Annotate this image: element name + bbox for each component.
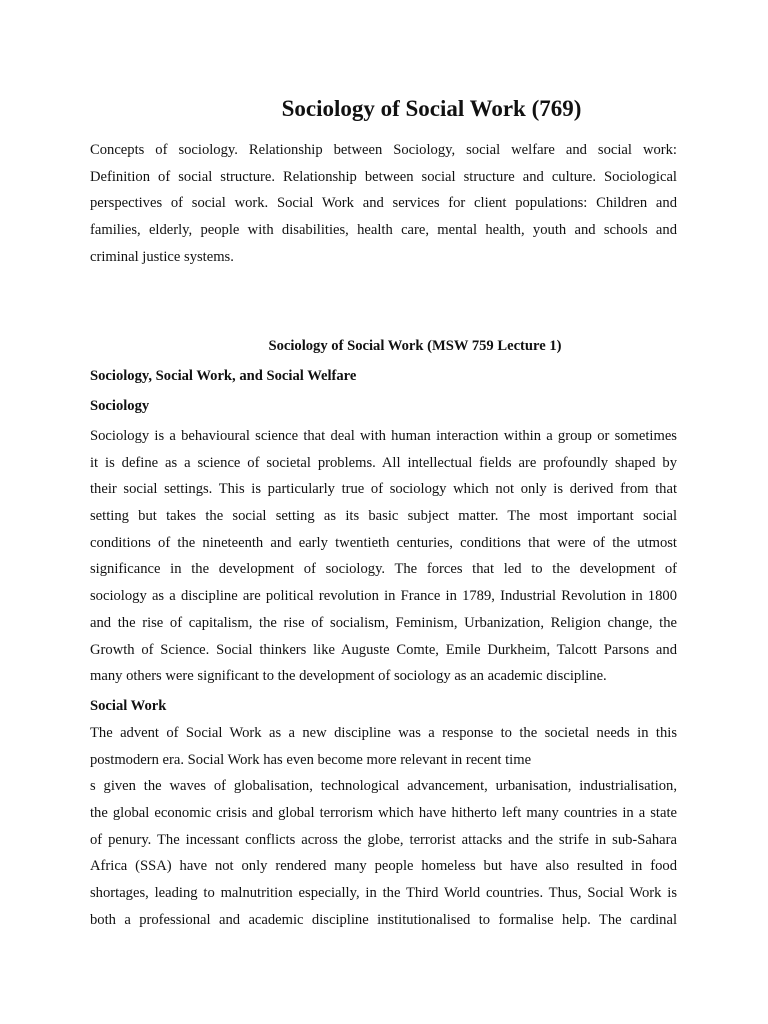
social-work-line: The advent of Social Work as a new discipline was a response to the societal needs in this bbox=[90, 725, 677, 741]
social-work-line: the global economic crisis and global terrorism which have hitherto left many countries in a state bbox=[90, 805, 677, 822]
document-title: Sociology of Social Work (769) bbox=[281, 96, 582, 121]
sociology-heading: Sociology bbox=[90, 398, 150, 414]
sociology-line: many others were significant to the development of sociology as an academic discipline. bbox=[90, 668, 607, 685]
social-work-line: both a professional and academic discipline institutionalised to formalise help. The cardinal bbox=[90, 911, 677, 928]
section-heading: Sociology, Social Work, and Social Welfare bbox=[90, 368, 357, 384]
sociology-line: significance in the development of sociology. The forces that led to the development of bbox=[90, 561, 677, 578]
social-work-line: postmodern era. Social Work has even become more relevant in recent time bbox=[90, 751, 532, 768]
social-work-paragraph bbox=[90, 720, 677, 934]
intro-line: Definition of social structure. Relationship between social structure and culture. Sociological bbox=[90, 168, 677, 185]
sociology-line: sociology as a discipline are political revolution in France in 1789, Industrial Revolution in 1800 bbox=[90, 588, 677, 605]
sociology-line: conditions of the nineteenth and early twentieth centuries, conditions that were of the utmost bbox=[90, 534, 677, 551]
sociology-line: it is define as a science of societal problems. All intellectual fields are profoundly shaped by bbox=[90, 454, 677, 471]
sociology-line: setting but takes the social setting as its basic subject matter. The most important social bbox=[90, 508, 677, 525]
intro-paragraph bbox=[90, 137, 677, 270]
social-work-line: Africa (SSA) have not only rendered many people homeless but have also resulted in food bbox=[90, 858, 677, 875]
sociology-line: their social settings. This is particularly true of sociology which not only is derived from that bbox=[90, 481, 677, 498]
sociology-paragraph bbox=[90, 423, 677, 690]
social-work-heading: Social Work bbox=[90, 698, 167, 714]
sociology-line: and the rise of capitalism, the rise of socialism, Feminism, Urbanization, Religion change, the bbox=[90, 614, 677, 631]
social-work-line: shortages, leading to malnutrition especially, in the Third World countries. Thus, Social Work is bbox=[90, 885, 677, 902]
social-work-line: of penury. The incessant conflicts across the globe, terrorist attacks and the strife in sub-Sahara bbox=[90, 831, 677, 848]
sociology-line: Growth of Science. Social thinkers like Auguste Comte, Emile Durkheim, Talcott Parsons and bbox=[90, 641, 677, 658]
sociology-line: Sociology is a behavioural science that deal with human interaction within a group or sometimes bbox=[90, 428, 677, 444]
social-work-line: s given the waves of globalisation, technological advancement, urbanisation, industrialisation, bbox=[90, 778, 677, 795]
lecture-title: Sociology of Social Work (MSW 759 Lecture 1) bbox=[268, 338, 562, 354]
intro-line: families, elderly, people with disabilities, health care, mental health, youth and schools and bbox=[90, 222, 677, 239]
intro-line: Concepts of sociology. Relationship between Sociology, social welfare and social work: bbox=[90, 142, 677, 158]
intro-line: perspectives of social work. Social Work and services for client populations: Children and bbox=[90, 195, 677, 212]
intro-line: criminal justice systems. bbox=[90, 248, 234, 265]
